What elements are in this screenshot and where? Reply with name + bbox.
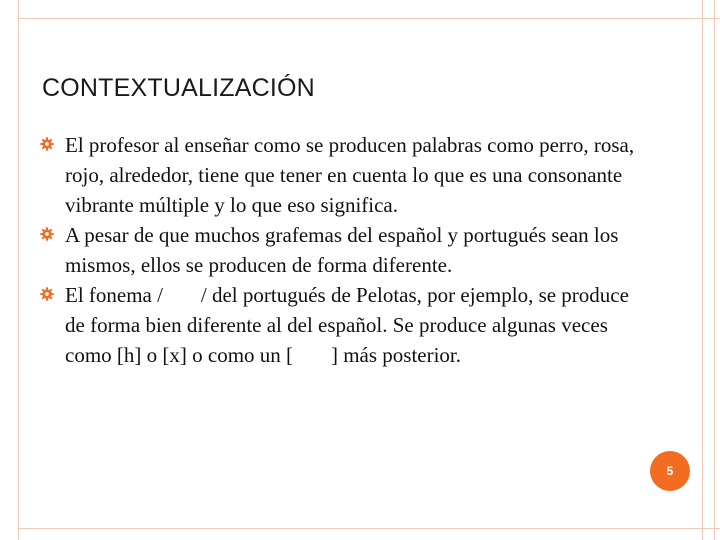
- bullet-text: El fonema / / del portugués de Pelotas, por ejemplo, se produce de forma bien diferente al del español. Se produce algunas veces como [h] o [x] o como un [ ] más posterior.: [65, 283, 635, 367]
- slide-title: CONTEXTUALIZACIÓN: [42, 74, 315, 102]
- bullet-item: [40, 220, 640, 280]
- gear-icon: [40, 227, 54, 241]
- bullet-text: A pesar de que muchos grafemas del español y portugués sean los mismos, ellos se producen de forma diferente.: [65, 223, 619, 277]
- page-number: 5: [666, 464, 674, 478]
- bullet-text: El profesor al enseñar como se producen palabras como perro, rosa, rojo, alrededor, tiene que tener en cuenta lo que es una consonante vibrante múltiple y lo que eso significa.: [65, 133, 635, 217]
- gear-icon: [40, 137, 54, 151]
- frame-line-bottom: [18, 528, 720, 529]
- gear-icon: [40, 287, 54, 301]
- frame-line-right-outer: [714, 0, 715, 540]
- bullet-item: [40, 130, 640, 220]
- frame-line-top: [18, 18, 720, 19]
- frame-line-left: [18, 0, 19, 540]
- page-number-badge: [650, 451, 690, 491]
- bullet-list: [40, 130, 640, 370]
- frame-line-right-inner: [702, 0, 703, 540]
- bullet-item: [40, 280, 640, 370]
